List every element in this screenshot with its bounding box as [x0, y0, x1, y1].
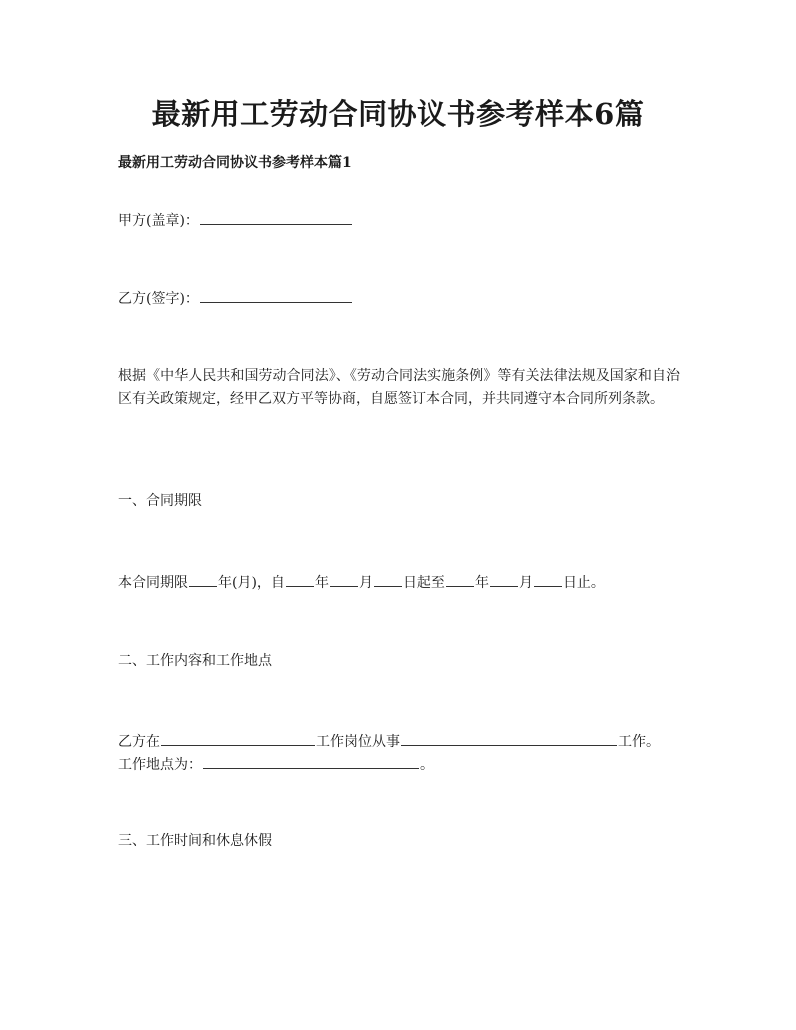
term-text-3: 年 [314, 575, 329, 591]
term-duration-blank [189, 570, 217, 587]
job-position-blank [161, 729, 315, 746]
document-title: 最新用工劳动合同协议书参考样本6篇 [151, 97, 645, 131]
party-b-line [118, 286, 353, 311]
end-year-blank [446, 570, 474, 587]
work-location-line [118, 752, 434, 777]
location-end: 。 [420, 757, 434, 773]
term-text-6: 年 [474, 575, 489, 591]
party-a-line [118, 208, 353, 233]
contract-term-line [118, 570, 605, 595]
job-duty-blank [401, 729, 617, 746]
term-text-8: 日止。 [562, 575, 605, 591]
start-month-blank [330, 570, 358, 587]
term-text-1: 本合同期限 [118, 575, 188, 591]
end-month-blank [490, 570, 518, 587]
section-3-heading: 三、工作时间和休息休假 [118, 833, 272, 849]
job-text-1: 乙方在 [118, 734, 160, 750]
term-text-7: 月 [518, 575, 533, 591]
job-position-line [118, 729, 660, 754]
job-text-2: 工作岗位从事 [316, 734, 400, 750]
intro-paragraph: 根据《中华人民共和国劳动合同法》、《劳动合同法实施条例》等有关法律法规及国家和自治区有关政策规定，经甲乙双方平等协商，自愿签订本合同，并共同遵守本合同所列条款。 [118, 368, 680, 407]
start-year-blank [286, 570, 314, 587]
section-1-heading: 一、合同期限 [118, 493, 202, 509]
section-2-heading: 二、工作内容和工作地点 [118, 653, 272, 669]
term-text-5: 日起至 [402, 575, 445, 591]
start-day-blank [374, 570, 402, 587]
job-text-3: 工作。 [618, 734, 660, 750]
work-location-blank [203, 752, 419, 769]
party-b-label: 乙方(签字)： [118, 291, 199, 307]
party-a-signature-blank [200, 208, 352, 225]
location-label: 工作地点为： [118, 757, 202, 773]
term-text-2: 年(月)，自 [218, 575, 285, 591]
party-a-label: 甲方(盖章)： [118, 213, 199, 229]
end-day-blank [534, 570, 562, 587]
party-b-signature-blank [200, 286, 352, 303]
term-text-4: 月 [358, 575, 373, 591]
section-subtitle: 最新用工劳动合同协议书参考样本篇1 [118, 155, 352, 171]
